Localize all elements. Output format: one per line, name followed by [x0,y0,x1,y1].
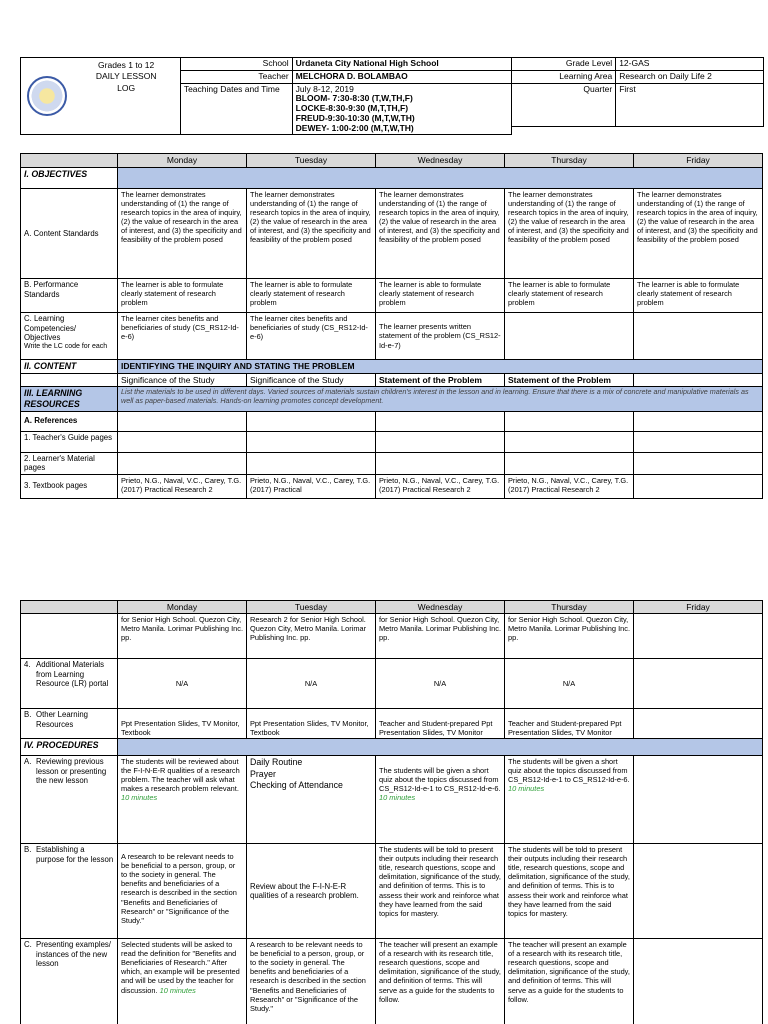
dll-title [72,58,180,135]
day-header: Wednesday [376,154,505,168]
textbook-cont-cell: for Senior High School. Quezon City, Metro Manila. Lorimar Publishing Inc. pp. [118,614,247,659]
dates-line: FREUD-9:30-10:30 (M,T,W,TH) [295,112,415,123]
empty-cell [634,411,763,431]
school-value: Urdaneta City National High School [292,58,512,71]
day-header: Thursday [505,601,634,614]
duration-label: 10 minutes [379,793,416,803]
dates-line: DEWEY- 1:00-2:00 (M,T,W,TH) [295,122,414,133]
learners-material-label: 2. Learner's Material pages [21,452,118,474]
dates-value [292,83,512,135]
label-text: Reviewing previous lesson or presenting the new lesson [36,757,107,786]
empty-cell [376,452,505,474]
textbook-cell: Prieto, N.G., Naval, V.C., Carey, T.G. (2017) Practical Research 2 [376,474,505,498]
presenting-label [21,939,118,1024]
establishing-wed-cell: The students will be told to present their outputs including their research title, research questions, scope and delimitation, significance of the study, and definition of terms. This is to assess their work and reinforce what they have learned from the said topics for mastery. [376,844,505,939]
day-header: Monday [118,154,247,168]
label-text: Establishing a purpose for the lesson [36,845,114,864]
label-text: Other Learning Resources [36,710,89,729]
presenting-fri-cell [634,939,763,1024]
content-standards-label: A. Content Standards [21,189,118,279]
title-line: Grades 1 to 12 [98,60,155,70]
presenting-thu-cell: The teacher will present an example of a research with its research title, research questions, scope and delimitation, significance of the study, and definition of terms. This will serve as a guide for the students to follow. [505,939,634,1024]
competency-cell: The learner presents written statement of the problem (CS_RS12-Id-e-7) [376,313,505,360]
performance-standards-label: B. Performance Standards [21,279,118,313]
grade-value: 12-GAS [616,58,764,71]
label-number: C. [24,940,32,950]
title-line: DAILY LESSON [95,71,157,82]
textbook-cont-cell: for Senior High School. Quezon City, Metro Manila. Lorimar Publishing Inc. pp. [505,614,634,659]
empty-cell [634,431,763,452]
blank-cell [616,126,764,135]
establishing-tue-cell: Review about the F-I-N-E-R qualities of a research problem. [247,844,376,939]
reviewing-mon-cell [118,756,247,844]
other-resources-cell: Teacher and Student-prepared Ppt Presentation Slides, TV Monitor [505,709,634,739]
additional-cell: N/A [247,659,376,709]
day-header: Tuesday [247,601,376,614]
procedures-heading: IV. PROCEDURES [21,739,118,756]
performance-standard-cell: The learner is able to formulate clearly statement of research problem [247,279,376,313]
content-standard-cell: The learner demonstrates understanding of (1) the range of research topics in the area of inquiry, (2) the value of research in the area of interest, and (3) the specificity and feasibility of the problem posed [376,189,505,279]
additional-cell: N/A [505,659,634,709]
additional-cell [634,659,763,709]
empty-cell [247,452,376,474]
grade-label: Grade Level [512,58,616,71]
deped-seal-icon [27,76,67,116]
textbook-label: 3. Textbook pages [21,474,118,498]
presenting-wed-cell: The teacher will present an example of a research with its research title, research questions, scope and delimitation, significance of the study, and definition of terms. This will serve as a guide for the students to follow. [376,939,505,1024]
other-resources-label [21,709,118,739]
duration-label: 10 minutes [159,985,196,995]
establishing-mon-cell: A research to be relevant needs to be beneficial to a person, group, or to the society in general. The benefits and beneficiaries of a research is described in the section "Benefits and Beneficiaries of Research" or "Significance of the Study." [118,844,247,939]
reviewing-thu-cell [505,756,634,844]
reviewing-thu-text: The students will be given a short quiz about the topics discussed from CS_RS12-Id-e-1 to CS_RS12-Id-e-6. [508,757,630,785]
teacher-value: MELCHORA D. BOLAMBAO [292,70,512,83]
performance-standard-cell: The learner is able to formulate clearly statement of research problem [634,279,763,313]
content-heading: II. CONTENT [21,360,118,374]
learning-resources-note: List the materials to be used in different days. Varied sources of materials sustain children's interest in the lesson and in learning. Ensure that there is a mix of concrete and manipulative materials as well as paper-based materials. Hands-on learning promotes concept development. [118,387,763,411]
topic-cell: Significance of the Study [247,373,376,386]
empty-cell [118,411,247,431]
learning-resources-heading: III. LEARNING RESOURCES [21,387,118,411]
corner-cell [21,154,118,168]
blank-cell [512,126,616,135]
textbook-cell: Prieto, N.G., Naval, V.C., Carey, T.G. (2017) Practical Research 2 [505,474,634,498]
day-header: Friday [634,601,763,614]
empty-cell [505,431,634,452]
routine-line: Checking of Attendance [250,779,343,790]
competency-cell: The learner cites benefits and beneficiaries of study (CS_RS12-Id-e-6) [118,313,247,360]
duration-label: 10 minutes [508,784,545,794]
label-number: 4. [24,660,31,670]
duration-label: 10 minutes [121,793,158,803]
additional-cell: N/A [118,659,247,709]
topic-cell [634,373,763,386]
textbook-cell: Prieto, N.G., Naval, V.C., Carey, T.G. (2017) Practical Research 2 [118,474,247,498]
empty-cell [376,431,505,452]
dll-header-table [20,57,764,135]
dll-table-page2 [20,600,763,1024]
empty-cell [505,411,634,431]
teachers-guide-label: 1. Teacher's Guide pages [21,431,118,452]
other-resources-cell: Ppt Presentation Slides, TV Monitor, Textbook [247,709,376,739]
reviewing-fri-cell [634,756,763,844]
performance-standard-cell: The learner is able to formulate clearly statement of research problem [118,279,247,313]
quarter-value: First [616,83,764,126]
presenting-tue-cell: A research to be relevant needs to be beneficial to a person, group, or to the society in general. The benefits and beneficiaries of a research is described in the section "Benefits and Beneficiaries of Research" or "Significance of the Study." [247,939,376,1024]
label-text: Additional Materials from Learning Resource (LR) portal [36,660,109,689]
corner-cell [21,601,118,614]
topic-cell: Significance of the Study [118,373,247,386]
empty-cell [505,452,634,474]
presenting-mon-text: Selected students will be asked to read the definition for "Benefits and Beneficiaries of Research." After which, an example will be presented and will be used by the teacher for discussion. [121,940,240,995]
content-standard-cell: The learner demonstrates understanding of (1) the range of research topics in the area of inquiry, (2) the value of research in the area of interest, and (3) the specificity and feasibility of the problem posed [505,189,634,279]
reviewing-label [21,756,118,844]
content-title: IDENTIFYING THE INQUIRY AND STATING THE PROBLEM [118,360,763,374]
performance-standard-cell: The learner is able to formulate clearly statement of research problem [505,279,634,313]
competencies-label-text: C. Learning Competencies/ Objectives [24,314,77,342]
content-standard-cell: The learner demonstrates understanding of (1) the range of research topics in the area of inquiry, (2) the value of research in the area of interest, and (3) the specificity and feasibility of the problem posed [634,189,763,279]
competency-cell [634,313,763,360]
day-header: Thursday [505,154,634,168]
reviewing-tue-cell [247,756,376,844]
label-number: B. [24,845,32,855]
topic-label-cell [21,373,118,386]
section-band [118,168,763,189]
empty-cell [118,452,247,474]
quarter-label: Quarter [512,83,616,126]
topic-cell: Statement of the Problem [376,373,505,386]
routine-line: Daily Routine [250,757,303,768]
competencies-sublabel: Write the LC code for each [24,342,108,350]
dates-line: LOCKE-8:30-9:30 (M,T,TH,F) [295,103,409,114]
empty-cell [634,452,763,474]
dll-table-page1 [20,153,763,499]
establishing-thu-cell: The students will be told to present their outputs including their research title, research questions, scope and delimitation, significance of the study, and definition of terms. This is to assess their work and reinforce what they have learned from the said topics for mastery. [505,844,634,939]
textbook-cont-cell: for Senior High School. Quezon City, Metro Manila. Lorimar Publishing Inc. pp. [376,614,505,659]
establishing-fri-cell [634,844,763,939]
empty-cell [376,411,505,431]
additional-cell: N/A [376,659,505,709]
other-resources-cell [634,709,763,739]
other-resources-cell: Ppt Presentation Slides, TV Monitor, Textbook [118,709,247,739]
textbook-cell: Prieto, N.G., Naval, V.C., Carey, T.G. (2017) Practical [247,474,376,498]
empty-cell [118,431,247,452]
label-number: A. [24,757,32,767]
area-value: Research on Daily Life 2 [616,70,764,83]
dates-line: July 8-12, 2019 [295,83,354,94]
day-header: Friday [634,154,763,168]
textbook-cont-cell [634,614,763,659]
area-label: Learning Area [512,70,616,83]
reviewing-mon-text: The students will be reviewed about the F-I-N-E-R qualities of a research problem. The teacher will ask what makes a research problem relevant. [121,757,240,794]
dates-line: BLOOM- 7:30-8:30 (T,W,TH,F) [295,93,413,104]
routine-line: Prayer [250,768,276,779]
teacher-label: Teacher [180,70,292,83]
label-text: Presenting examples/ instances of the new lesson [36,940,111,969]
content-standard-cell: The learner demonstrates understanding of (1) the range of research topics in the area of inquiry, (2) the value of research in the area of interest, and (3) the specificity and feasibility of the problem posed [118,189,247,279]
other-resources-cell: Teacher and Student-prepared Ppt Presentation Slides, TV Monitor [376,709,505,739]
empty-cell [247,431,376,452]
label-number: B. [24,710,32,720]
reviewing-wed-text: The students will be given a short quiz about the topics discussed from CS_RS12-Id-e-1 to CS_RS12-Id-e-6. [379,766,501,794]
presenting-mon-cell [118,939,247,1024]
day-header: Wednesday [376,601,505,614]
school-label: School [180,58,292,71]
references-label: A. References [21,411,118,431]
day-header: Tuesday [247,154,376,168]
performance-standard-cell: The learner is able to formulate clearly statement of research problem [376,279,505,313]
textbook-cont-label [21,614,118,659]
dates-label: Teaching Dates and Time [180,83,292,135]
content-standard-cell: The learner demonstrates understanding of (1) the range of research topics in the area of inquiry, (2) the value of research in the area of interest, and (3) the specificity and feasibility of the problem posed [247,189,376,279]
day-header: Monday [118,601,247,614]
textbook-cont-cell: Research 2 for Senior High School. Quezon City, Metro Manila. Lorimar Publishing Inc. pp. [247,614,376,659]
reviewing-wed-cell [376,756,505,844]
title-line: LOG [117,82,136,93]
seal-cell [21,58,73,135]
empty-cell [247,411,376,431]
topic-cell: Statement of the Problem [505,373,634,386]
section-band [118,739,763,756]
competencies-label [21,313,118,360]
competency-cell: The learner cites benefits and beneficiaries of study (CS_RS12-Id-e-6) [247,313,376,360]
competency-cell [505,313,634,360]
establishing-label [21,844,118,939]
objectives-heading: I. OBJECTIVES [21,168,118,189]
textbook-cell [634,474,763,498]
additional-materials-label [21,659,118,709]
